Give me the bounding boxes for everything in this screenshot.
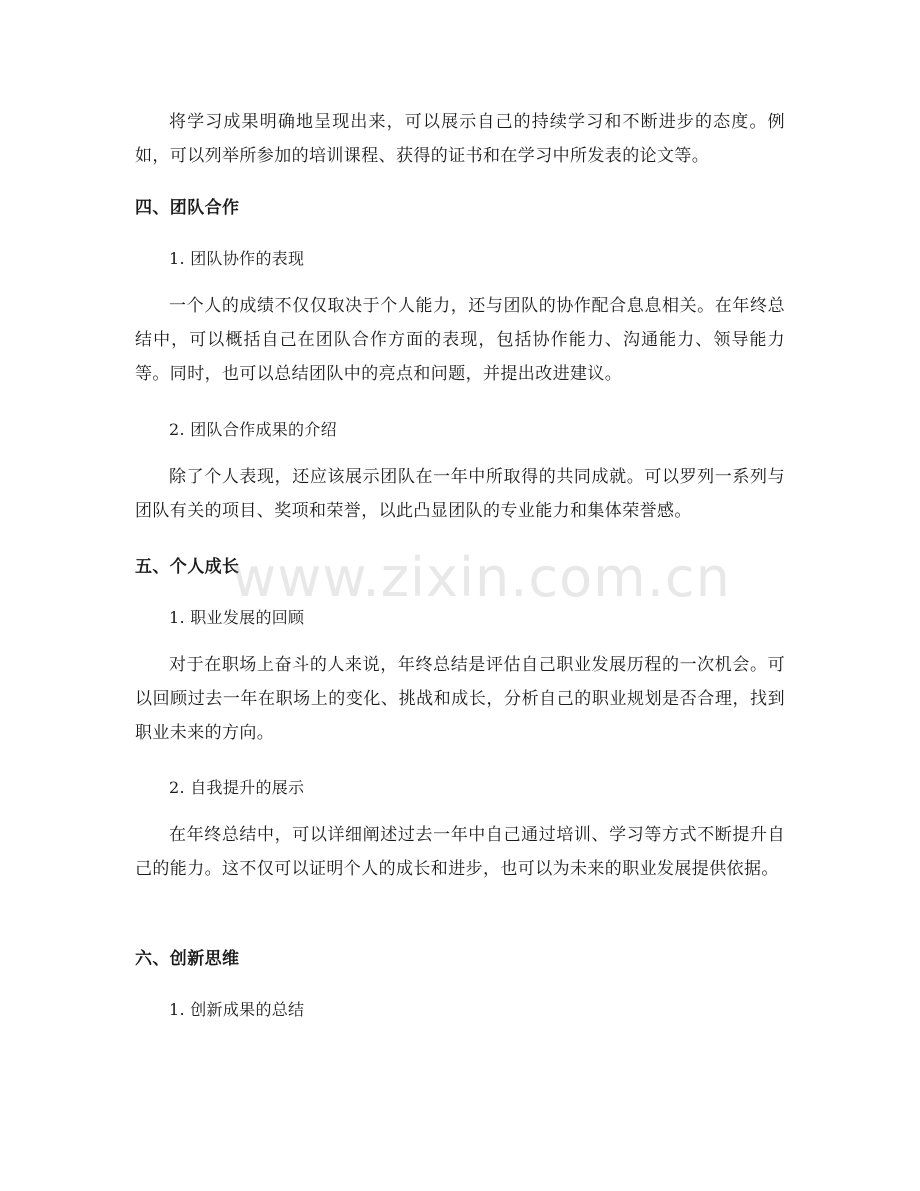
watermark-text: www.zixin.com.cn	[232, 546, 731, 609]
paragraph-team-results: 除了个人表现，还应该展示团队在一年中所取得的共同成就。可以罗列一系列与团队有关的项目、奖项和荣誉，以此凸显团队的专业能力和集体荣誉感。	[135, 467, 785, 521]
subheading-team-results: 2. 团队合作成果的介绍	[169, 420, 337, 439]
paragraph-career-review: 对于在职场上奋斗的人来说，年终总结是评估自己职业发展历程的一次机会。可以回顾过去一年在职场上的变化、挑战和成长，分析自己的职业规划是否合理，找到职业未来的方向。	[135, 655, 785, 743]
subheading-innovation-results: 1. 创新成果的总结	[169, 1000, 305, 1019]
paragraph-learning-results: 将学习成果明确地呈现出来，可以展示自己的持续学习和不断进步的态度。例如，可以列举所参加的培训课程、获得的证书和在学习中所发表的论文等。	[135, 112, 785, 166]
section-heading-teamwork: 四、团队合作	[135, 198, 240, 218]
subheading-team-collaboration: 1. 团队协作的表现	[169, 249, 305, 268]
section-heading-personal-growth: 五、个人成长	[135, 557, 240, 577]
subheading-self-improvement: 2. 自我提升的展示	[169, 778, 305, 797]
paragraph-self-improvement: 在年终总结中，可以详细阐述过去一年中自己通过培训、学习等方式不断提升自己的能力。这不仅可以证明个人的成长和进步，也可以为未来的职业发展提供依据。	[135, 825, 785, 879]
section-heading-innovation: 六、创新思维	[135, 949, 240, 969]
subheading-career-review: 1. 职业发展的回顾	[169, 608, 305, 627]
paragraph-team-collaboration: 一个人的成绩不仅仅取决于个人能力，还与团队的协作配合息息相关。在年终总结中，可以概括自己在团队合作方面的表现，包括协作能力、沟通能力、领导能力等。同时，也可以总结团队中的亮点和问题，并提出改进建议。	[135, 296, 785, 384]
